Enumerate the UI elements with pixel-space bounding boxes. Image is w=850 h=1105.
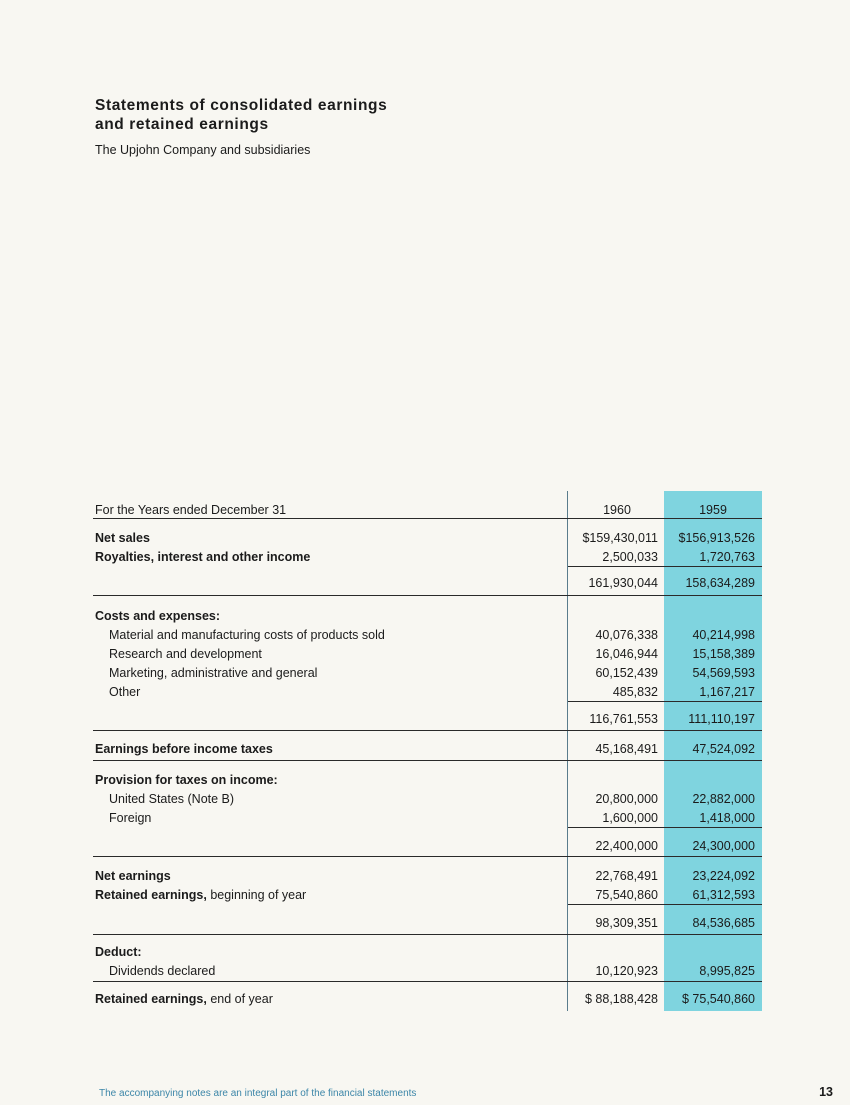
table-row-retained-subtotal bbox=[93, 914, 762, 933]
row-label: Other bbox=[109, 685, 141, 699]
table-row-retained-end bbox=[93, 990, 762, 1009]
row-label: Marketing, administrative and general bbox=[109, 666, 318, 680]
table-row-costs-heading bbox=[93, 607, 762, 626]
table-row-net-earnings bbox=[93, 867, 762, 886]
col-1960-header: 1960 bbox=[603, 503, 631, 517]
value-1960: $159,430,011 bbox=[582, 531, 658, 545]
value-1960: 20,800,000 bbox=[595, 792, 658, 806]
page-number: 13 bbox=[819, 1085, 833, 1099]
value-1960: 40,076,338 bbox=[595, 628, 658, 642]
table-row-us-taxes bbox=[93, 790, 762, 809]
header-rule bbox=[93, 518, 762, 519]
section-rule bbox=[93, 856, 762, 857]
section-rule bbox=[93, 730, 762, 731]
title-line-1: Statements of consolidated earnings bbox=[95, 97, 388, 114]
value-1960: 1,600,000 bbox=[602, 811, 658, 825]
subtotal-rule bbox=[568, 904, 762, 905]
row-label: Royalties, interest and other income bbox=[95, 550, 311, 564]
value-1959: 111,110,197 bbox=[688, 712, 755, 726]
table-row-royalties bbox=[93, 548, 762, 567]
table-row-total-revenue bbox=[93, 574, 762, 593]
value-1960: 16,046,944 bbox=[595, 647, 658, 661]
table-row-deduct-heading bbox=[93, 943, 762, 962]
value-1960: 22,768,491 bbox=[595, 869, 658, 883]
section-heading: Provision for taxes on income: bbox=[95, 773, 278, 787]
subtotal-rule bbox=[568, 701, 762, 702]
section-rule bbox=[93, 595, 762, 596]
value-1959: 23,224,092 bbox=[692, 869, 755, 883]
row-label: Net sales bbox=[95, 531, 150, 545]
row-label: United States (Note B) bbox=[109, 792, 235, 806]
value-1959: 47,524,092 bbox=[692, 742, 755, 756]
row-label: Research and development bbox=[109, 647, 262, 661]
row-label: Net earnings bbox=[95, 869, 171, 883]
value-1959: 54,569,593 bbox=[692, 666, 755, 680]
value-1959: 1,167,217 bbox=[699, 685, 755, 699]
value-1959: 61,312,593 bbox=[692, 888, 755, 902]
value-1960: 161,930,044 bbox=[588, 576, 658, 590]
row-label-rest: end of year bbox=[206, 992, 273, 1006]
value-1960: 22,400,000 bbox=[595, 839, 658, 853]
company-subtitle: The Upjohn Company and subsidiaries bbox=[95, 143, 311, 157]
row-label: Earnings before income taxes bbox=[95, 742, 273, 756]
row-label bbox=[95, 886, 306, 905]
section-rule bbox=[93, 981, 762, 982]
table-row-material-costs bbox=[93, 626, 762, 645]
value-1960: 2,500,033 bbox=[602, 550, 658, 564]
section-heading: Costs and expenses: bbox=[95, 609, 221, 623]
value-1960: 45,168,491 bbox=[595, 742, 658, 756]
value-1959: 22,882,000 bbox=[692, 792, 755, 806]
earnings-statement-table bbox=[93, 491, 762, 1011]
table-row-total-costs bbox=[93, 710, 762, 729]
table-row-retained-beginning bbox=[93, 886, 762, 905]
value-1960: 485,832 bbox=[612, 685, 658, 699]
table-row-dividends bbox=[93, 962, 762, 981]
table-row-other bbox=[93, 683, 762, 702]
subtotal-rule bbox=[568, 827, 762, 828]
value-1960: $ 88,188,428 bbox=[585, 992, 658, 1006]
table-row-total-taxes bbox=[93, 837, 762, 856]
table-row-marketing bbox=[93, 664, 762, 683]
table-row-net-sales bbox=[93, 529, 762, 548]
value-1960: 75,540,860 bbox=[595, 888, 658, 902]
table-row-tax-heading bbox=[93, 771, 762, 790]
value-1959: $156,913,526 bbox=[678, 531, 755, 545]
value-1959: 1,418,000 bbox=[699, 811, 755, 825]
value-1959: $ 75,540,860 bbox=[682, 992, 755, 1006]
row-label-rest: beginning of year bbox=[206, 888, 307, 902]
col-1959-header: 1959 bbox=[699, 503, 727, 517]
statement-title bbox=[95, 96, 387, 134]
footnote: The accompanying notes are an integral part of the financial statements bbox=[99, 1088, 417, 1099]
section-heading: Deduct: bbox=[95, 945, 142, 959]
section-rule bbox=[93, 934, 762, 935]
table-row-earnings-before-taxes bbox=[93, 740, 762, 759]
value-1960: 10,120,923 bbox=[595, 964, 658, 978]
value-1959: 84,536,685 bbox=[692, 916, 755, 930]
value-1959: 24,300,000 bbox=[692, 839, 755, 853]
section-rule bbox=[93, 760, 762, 761]
row-label-bold: Retained earnings, bbox=[95, 992, 207, 1006]
subtotal-rule bbox=[568, 566, 762, 567]
period-label: For the Years ended December 31 bbox=[95, 503, 287, 517]
value-1959: 158,634,289 bbox=[685, 576, 755, 590]
value-1960: 60,152,439 bbox=[595, 666, 658, 680]
value-1960: 116,761,553 bbox=[589, 712, 658, 726]
row-label-bold: Retained earnings, bbox=[95, 888, 207, 902]
value-1959: 40,214,998 bbox=[692, 628, 755, 642]
value-1959: 1,720,763 bbox=[699, 550, 755, 564]
title-line-2: and retained earnings bbox=[95, 116, 269, 133]
table-row-foreign-taxes bbox=[93, 809, 762, 828]
value-1959: 15,158,389 bbox=[692, 647, 755, 661]
value-1960: 98,309,351 bbox=[595, 916, 658, 930]
row-label bbox=[95, 990, 273, 1009]
row-label: Foreign bbox=[109, 811, 152, 825]
value-1959: 8,995,825 bbox=[699, 964, 755, 978]
table-row-research bbox=[93, 645, 762, 664]
row-label: Material and manufacturing costs of products sold bbox=[109, 628, 385, 642]
row-label: Dividends declared bbox=[109, 964, 216, 978]
